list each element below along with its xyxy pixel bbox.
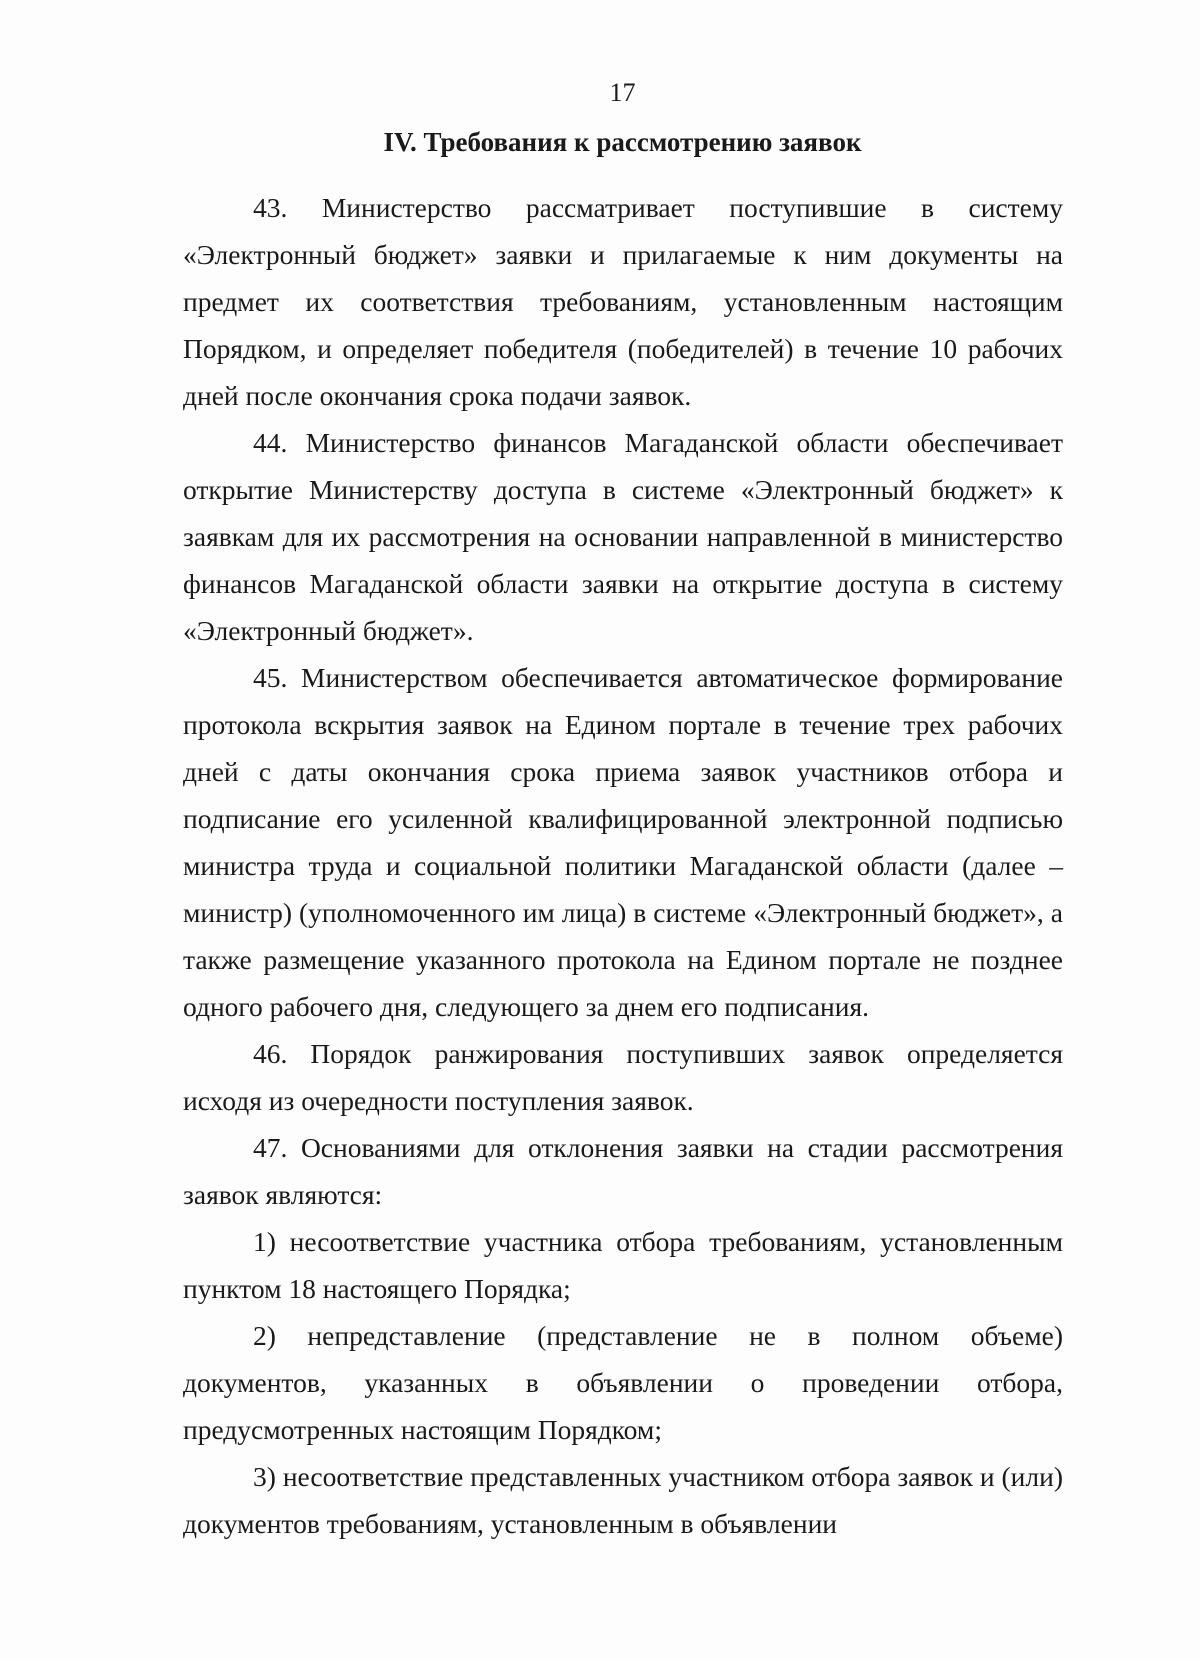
- section-title: IV. Требования к рассмотрению заявок: [383, 127, 862, 157]
- document-body: [183, 184, 1063, 1547]
- paragraph-43: 43. Министерство рассматривает поступившие в систему «Электронный бюджет» заявки и прилагаемые к ним документы на предмет их соответствия требованиям, установленным настоящим Порядком, и определяет победителя (победителей) в течение 10 рабочих дней после окончания срока подачи заявок.: [183, 192, 1063, 411]
- paragraph-44: 44. Министерство финансов Магаданской области обеспечивает открытие Министерству доступа в системе «Электронный бюджет» к заявкам для их рассмотрения на основании направленной в министерство финансов Магаданской области заявки на открытие доступа в систему «Электронный бюджет».: [183, 427, 1063, 646]
- list-item-2: 2) непредставление (представление не в полном объеме) документов, указанных в объявлении о проведении отбора, предусмотренных настоящим Порядком;: [183, 1320, 1063, 1445]
- paragraph-47: 47. Основаниями для отклонения заявки на стадии рассмотрения заявок являются:: [183, 1132, 1063, 1210]
- paragraph-46: 46. Порядок ранжирования поступивших заявок определяется исходя из очередности поступления заявок.: [183, 1038, 1063, 1116]
- page-number: 17: [609, 78, 636, 107]
- list-item-3: 3) несоответствие представленных участником отбора заявок и (или) документов требованиям, установленным в объявлении: [183, 1461, 1063, 1539]
- paragraph-45: 45. Министерством обеспечивается автоматическое формирование протокола вскрытия заявок на Едином портале в течение трех рабочих дней с даты окончания срока приема заявок участников отбора и подписание его усиленной квалифицированной электронной подписью министра труда и социальной политики Магаданской области (далее – министр) (уполномоченного им лица) в системе «Электронный бюджет», а также размещение указанного протокола на Едином портале не позднее одного рабочего дня, следующего за днем его подписания.: [183, 662, 1063, 1022]
- list-item-1: 1) несоответствие участника отбора требованиям, установленным пунктом 18 настоящего Порядка;: [183, 1226, 1063, 1304]
